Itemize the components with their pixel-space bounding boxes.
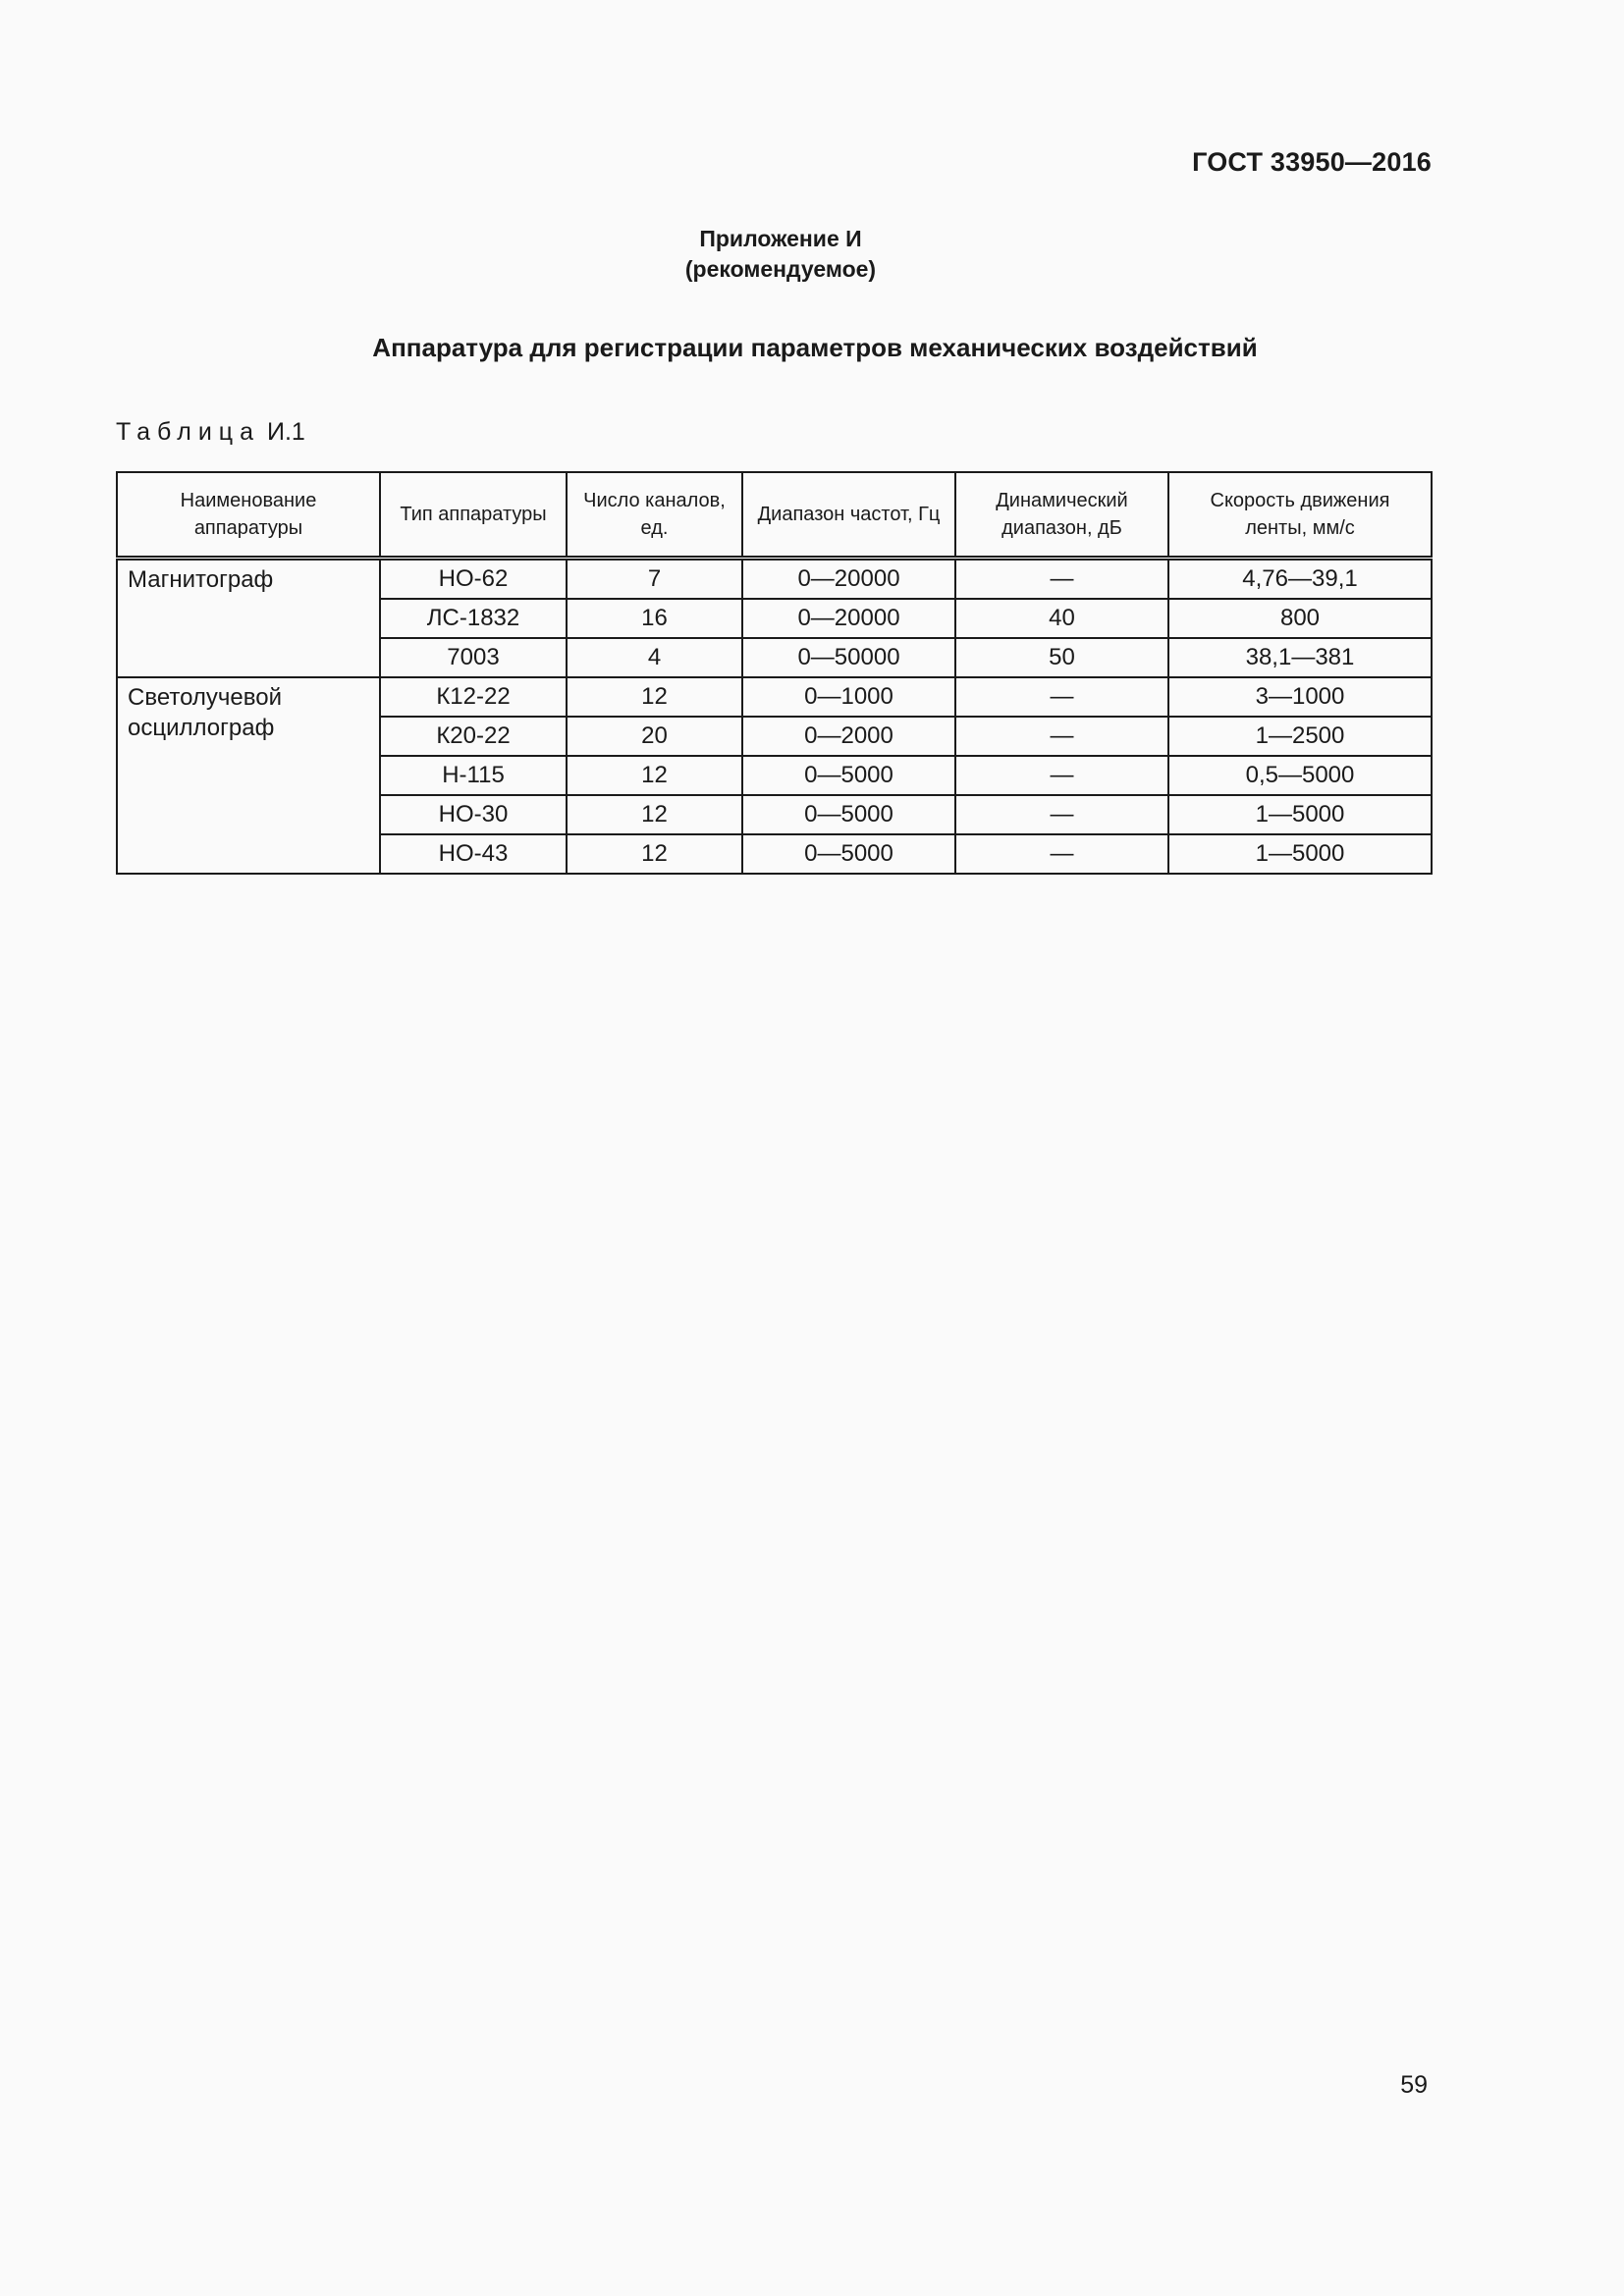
apparatus-name-cell: Светолучевой осциллограф <box>117 677 380 874</box>
appendix-status: (рекомендуемое) <box>684 256 877 282</box>
apparatus-table <box>116 471 1433 875</box>
table-row <box>117 677 1432 717</box>
table-cell: 0—5000 <box>742 756 955 795</box>
table-cell: ЛС-1832 <box>380 599 567 638</box>
table-header-row <box>117 472 1432 559</box>
table-cell: 40 <box>955 599 1168 638</box>
table-cell: 50 <box>955 638 1168 677</box>
table-cell: 800 <box>1168 599 1432 638</box>
apparatus-name-cell: Магнитограф <box>117 559 380 678</box>
table-cell: — <box>955 756 1168 795</box>
table-cell: НО-62 <box>380 559 567 600</box>
table-caption-number: И.1 <box>266 418 305 446</box>
table-cell: 4,76—39,1 <box>1168 559 1432 600</box>
table-cell: 0—2000 <box>742 717 955 756</box>
column-header: Диапазон частот, Гц <box>742 472 955 559</box>
table-cell: 4 <box>567 638 742 677</box>
table-cell: 1—5000 <box>1168 834 1432 874</box>
column-header: Наименование аппаратуры <box>117 472 380 559</box>
table-cell: К12-22 <box>380 677 567 717</box>
column-header: Тип аппаратуры <box>380 472 567 559</box>
document-code: ГОСТ 33950—2016 <box>1192 147 1432 177</box>
table-cell: — <box>955 559 1168 600</box>
table-cell: Н-115 <box>380 756 567 795</box>
table-cell: 0—20000 <box>742 599 955 638</box>
column-header: Скорость движения ленты, мм/с <box>1168 472 1432 559</box>
table-cell: 12 <box>567 834 742 874</box>
appendix-title: Приложение И <box>699 226 862 251</box>
table-caption-label: Таблица <box>116 418 261 446</box>
table-cell: 7 <box>567 559 742 600</box>
column-header: Динамический диапазон, дБ <box>955 472 1168 559</box>
table-cell: — <box>955 717 1168 756</box>
table-cell: 12 <box>567 677 742 717</box>
table-cell: 0—5000 <box>742 795 955 834</box>
page-number: 59 <box>1400 2071 1428 2099</box>
appendix-heading <box>0 224 1561 285</box>
table-cell: 3—1000 <box>1168 677 1432 717</box>
table-cell: — <box>955 795 1168 834</box>
table-cell: 1—2500 <box>1168 717 1432 756</box>
table-cell: 12 <box>567 795 742 834</box>
table-cell: 0—5000 <box>742 834 955 874</box>
table-cell: — <box>955 677 1168 717</box>
table-cell: 1—5000 <box>1168 795 1432 834</box>
table-cell: 7003 <box>380 638 567 677</box>
table-cell: 0—20000 <box>742 559 955 600</box>
table-cell: 16 <box>567 599 742 638</box>
column-header: Число каналов, ед. <box>567 472 742 559</box>
section-title: Аппаратура для регистрации параметров механических воздействий <box>372 333 1258 362</box>
table-cell: НО-43 <box>380 834 567 874</box>
table-cell: 0,5—5000 <box>1168 756 1432 795</box>
table-cell: 12 <box>567 756 742 795</box>
table-row <box>117 559 1432 600</box>
table-cell: 0—1000 <box>742 677 955 717</box>
table-cell: 0—50000 <box>742 638 955 677</box>
table-cell: — <box>955 834 1168 874</box>
table-cell: К20-22 <box>380 717 567 756</box>
table-cell: 38,1—381 <box>1168 638 1432 677</box>
table-cell: 20 <box>567 717 742 756</box>
table-cell: НО-30 <box>380 795 567 834</box>
table-caption <box>116 418 305 447</box>
